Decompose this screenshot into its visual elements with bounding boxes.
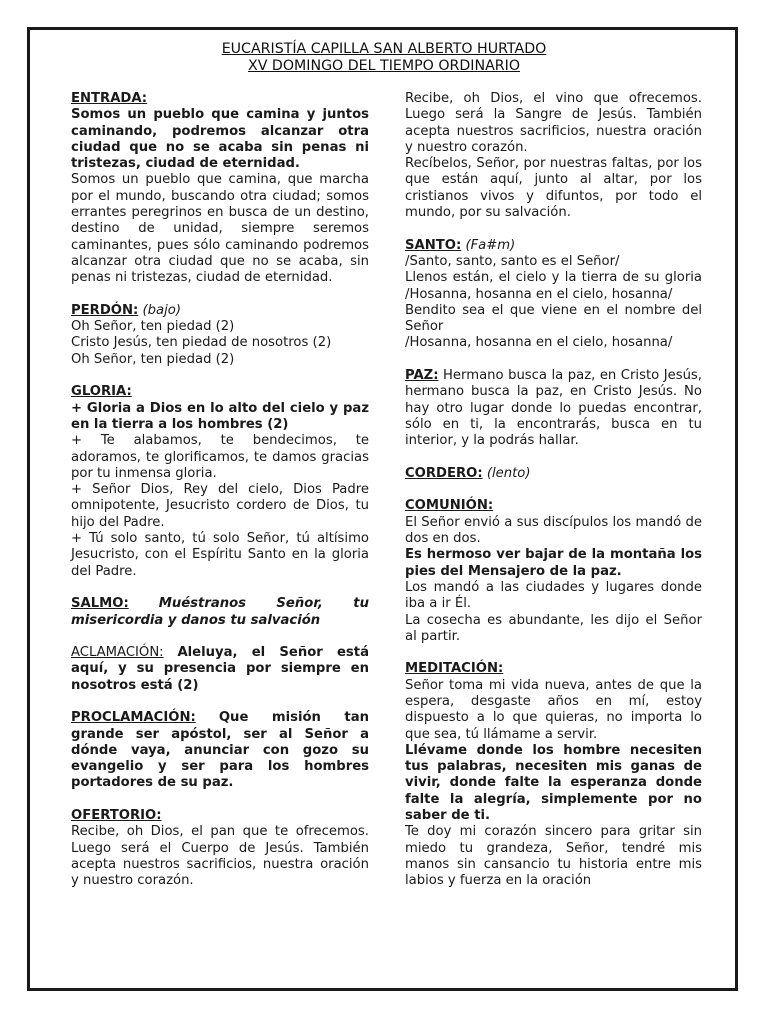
- song-verse: + Señor Dios, Rey del cielo, Dios Padre omnipotente, Jesucristo cordero de Dios, tu hijo del Padre.: [71, 482, 369, 530]
- song-verse: Recibe, oh Dios, el pan que te ofrecemos. Luego será el Cuerpo de Jesús. También acepta nuestros sacrificios, nuestra oración y nuestro corazón.: [71, 824, 369, 889]
- section-heading: COMUNIÓN:: [405, 498, 494, 514]
- song-verse: Recíbelos, Señor, por nuestras faltas, por los que están aquí, junto al altar, por los cristianos vivos y difuntos, por todo el mundo, por su salvación.: [405, 156, 702, 221]
- proclamation-text: Que misión tan grande ser apóstol, ser al Señor a dónde vaya, anunciar con gozo su evangelio y ser para los hombres portadores de su paz.: [71, 710, 369, 791]
- song-verse: Recibe, oh Dios, el vino que ofrecemos. Luego será la Sangre de Jesús. También acepta nuestros sacrificios, nuestra oración y nuestro corazón.: [405, 91, 702, 155]
- song-verse: Somos un pueblo que camina, que marcha por el mundo, buscando otra ciudad; somos errantes peregrinos en busca de un destino, destino de unidad, siempre seremos caminantes, pues sólo caminando podremos alcanzar otra ciudad que no se acaba, sin penas ni tristezas, ciudad de eternidad.: [71, 172, 369, 286]
- song-verse: + Tú solo santo, tú solo Señor, tú altísimo Jesucristo, con el Espíritu Santo en la gloria del Padre.: [71, 531, 369, 579]
- song-line: La cosecha es abundante, les dijo el Señor al partir.: [405, 612, 702, 644]
- section-heading: ACLAMACIÓN:: [71, 645, 164, 661]
- song-line: Oh Señor, ten piedad (2): [71, 351, 235, 367]
- section-ofertorio-cont: [405, 91, 702, 221]
- section-santo: [405, 238, 702, 352]
- section-cordero: [405, 466, 702, 482]
- section-heading: PROCLAMACIÓN:: [71, 710, 196, 726]
- section-proclamacion: [71, 710, 369, 791]
- song-chorus: Es hermoso ver bajar de la montaña los pies del Mensajero de la paz.: [405, 547, 702, 579]
- section-gloria: [71, 384, 369, 580]
- document-subtitle: XV DOMINGO DEL TIEMPO ORDINARIO: [248, 58, 520, 74]
- section-note: (bajo): [142, 302, 181, 318]
- song-chorus: + Gloria a Dios en lo alto del cielo y paz en la tierra a los hombres (2): [71, 400, 369, 432]
- document-title: EUCARISTÍA CAPILLA SAN ALBERTO HURTADO: [221, 41, 547, 57]
- section-note: (lento): [486, 465, 531, 481]
- section-comunion: [405, 498, 702, 645]
- section-meditacion: [405, 661, 702, 889]
- document-header: [30, 41, 738, 75]
- acclamation-text: Aleluya, el Señor está aquí, y su presencia por siempre en nosotros está (2): [71, 645, 369, 693]
- section-paz: [405, 368, 702, 449]
- song-verse: Te doy mi corazón sincero para gritar sin miedo tu grandeza, Señor, tendré mis manos sin cansancio tu historia entre mis labios y fuerza en la oración: [405, 824, 702, 889]
- section-heading: CORDERO:: [405, 465, 483, 481]
- right-column: [405, 91, 702, 906]
- section-note: (Fa#m): [465, 237, 516, 253]
- section-heading: ENTRADA:: [71, 91, 148, 106]
- song-line: Bendito sea el que viene en el nombre del Señor: [405, 302, 702, 335]
- song-chorus: Somos un pueblo que camina y juntos caminando, podremos alcanzar otra ciudad que no se acaba sin penas ni tristezas, ciudad de eternidad.: [71, 107, 369, 172]
- song-line: Llenos están, el cielo y la tierra de su gloria /Hosanna, hosanna en el cielo, hosanna/: [405, 270, 702, 302]
- section-heading: MEDITACIÓN:: [405, 661, 504, 677]
- section-heading: GLORIA:: [71, 384, 132, 400]
- section-heading: PERDÓN:: [71, 302, 139, 318]
- song-line: Los mandó a las ciudades y lugares donde iba a ir Él.: [405, 579, 702, 612]
- left-column: [71, 91, 369, 906]
- song-line: Oh Señor, ten piedad (2): [71, 319, 235, 335]
- psalm-response: Muéstranos Señor, tu misericordia y danos tu salvación: [71, 596, 369, 628]
- peace-text: Hermano busca la paz, en Cristo Jesús, hermano busca la paz, en Cristo Jesús. No hay otro lugar donde lo puedas encontrar, sólo en ti, la encontrarás, busca en tu interior, y la podrás hallar.: [405, 368, 702, 449]
- song-line: /Hosanna, hosanna en el cielo, hosanna/: [405, 335, 673, 351]
- song-chorus: Llévame donde los hombre necesiten tus palabras, necesiten mis ganas de vivir, donde falte la esperanza donde falte la alegría, simplemente por no saber de ti.: [405, 742, 702, 824]
- section-heading: SALMO:: [71, 596, 129, 612]
- song-line: /Santo, santo, santo es el Señor/: [405, 253, 620, 269]
- section-heading: OFERTORIO:: [71, 808, 162, 824]
- song-verse: Señor toma mi vida nueva, antes de que la espera, desgaste años en mí, estoy dispuesto a lo que quieras, no importa lo que sea, tú llámame a servir.: [405, 677, 702, 742]
- section-entrada: [71, 91, 369, 287]
- section-heading: SANTO:: [405, 237, 462, 253]
- section-aclamacion: [71, 645, 369, 694]
- section-salmo: [71, 596, 369, 629]
- song-verse: + Te alabamos, te bendecimos, te adoramos, te glorificamos, te damos gracias por tu inmensa gloria.: [71, 433, 369, 481]
- section-perdon: [71, 303, 369, 368]
- song-line: Cristo Jesús, ten piedad de nosotros (2): [71, 335, 332, 351]
- section-heading: PAZ:: [405, 368, 439, 384]
- song-line: El Señor envió a sus discípulos los mandó de dos en dos.: [405, 514, 702, 547]
- section-ofertorio: [71, 808, 369, 889]
